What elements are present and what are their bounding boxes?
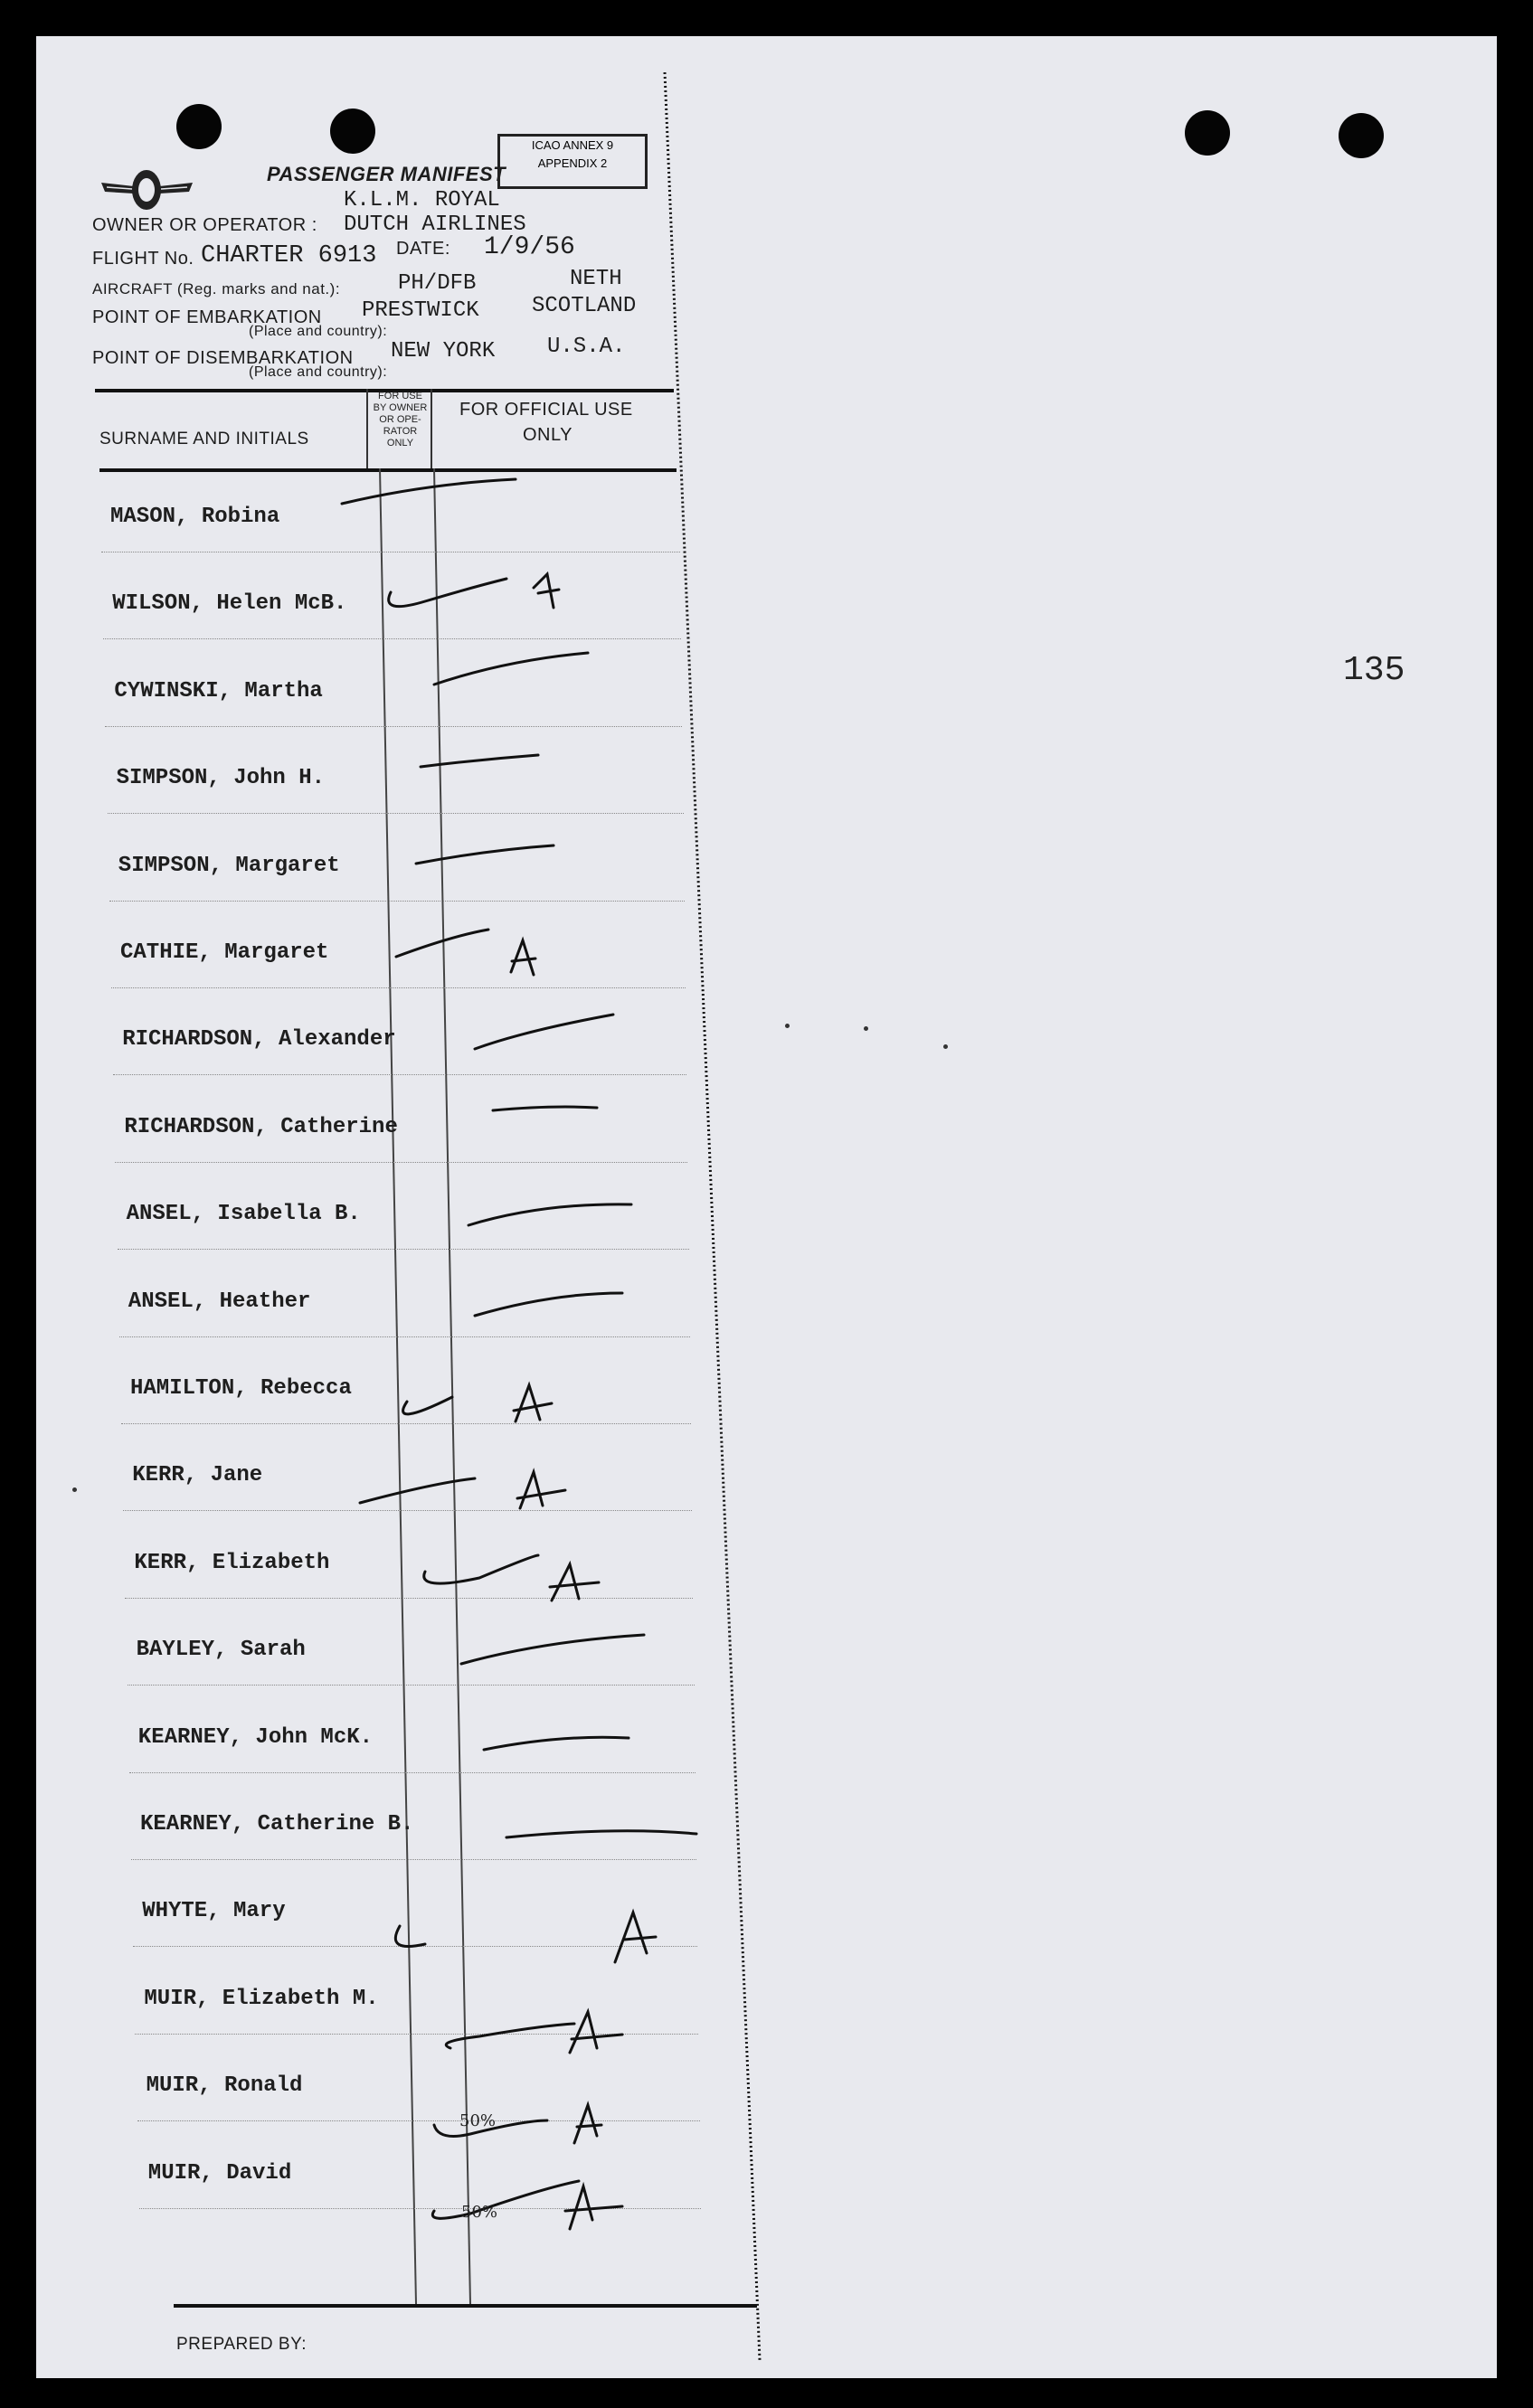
column-header-official-2: ONLY: [523, 425, 573, 445]
passenger-name: CATHIE, Margaret: [120, 940, 329, 965]
icao-line-1: ICAO ANNEX 9: [531, 138, 614, 152]
embarkation-value: PRESTWICK: [362, 298, 479, 323]
date-value: 1/9/56: [484, 233, 575, 261]
aircraft-value: PH/DFB: [398, 271, 477, 296]
date-label: DATE:: [396, 239, 450, 259]
owner-label: OWNER OR OPERATOR :: [92, 215, 317, 235]
passenger-name: MASON, Robina: [110, 505, 280, 529]
stray-mark: [785, 1024, 790, 1028]
passenger-name: KERR, Jane: [132, 1463, 263, 1488]
passenger-name: ANSEL, Heather: [128, 1289, 311, 1314]
place-country-label-2: (Place and country):: [249, 364, 388, 380]
stray-mark: [72, 1487, 77, 1492]
column-header-official: FOR OFFICIAL USE: [459, 400, 633, 420]
passenger-name: KERR, Elizabeth: [134, 1550, 330, 1575]
disembarkation-country: U.S.A.: [547, 335, 626, 359]
passenger-name: MUIR, David: [147, 2160, 292, 2186]
passenger-name: KEARNEY, John McK.: [137, 1724, 374, 1750]
passenger-name: RICHARDSON, Alexander: [122, 1027, 396, 1053]
stray-mark: [864, 1026, 868, 1031]
passenger-name: SIMPSON, John H.: [116, 766, 326, 791]
passenger-name: KEARNEY, Catherine B.: [140, 1812, 414, 1837]
passenger-name: HAMILTON, Rebecca: [130, 1376, 352, 1401]
passenger-name: BAYLEY, Sarah: [136, 1638, 306, 1663]
passenger-name: MUIR, Elizabeth M.: [144, 1986, 379, 2011]
column-header-surname: SURNAME AND INITIALS: [99, 430, 309, 449]
manifest-title: PASSENGER MANIFEST: [267, 163, 506, 185]
prepared-by-label: PREPARED BY:: [176, 2335, 307, 2354]
embarkation-country: SCOTLAND: [532, 294, 637, 318]
disembarkation-value: NEW YORK: [391, 339, 496, 364]
flight-label: FLIGHT No.: [92, 249, 194, 269]
icao-line-2: APPENDIX 2: [537, 156, 608, 170]
passenger-name: RICHARDSON, Catherine: [124, 1114, 398, 1139]
passenger-name: WHYTE, Mary: [142, 1899, 286, 1924]
owner-value-1: K.L.M. ROYAL: [344, 188, 500, 212]
stray-mark: [943, 1044, 948, 1049]
aircraft-nationality: NETH: [570, 267, 622, 291]
place-country-label-1: (Place and country):: [249, 324, 388, 339]
owner-value-2: DUTCH AIRLINES: [344, 212, 526, 237]
embarkation-label: POINT OF EMBARKATION: [92, 307, 322, 327]
passenger-name: CYWINSKI, Martha: [114, 678, 323, 704]
aircraft-label: AIRCRAFT (Reg. marks and nat.):: [92, 280, 341, 297]
passenger-name: WILSON, Helen McB.: [112, 591, 347, 617]
fare-note-2: 50%: [461, 2203, 498, 2222]
disembarkation-label: POINT OF DISEMBARKATION: [92, 348, 354, 368]
passenger-name: ANSEL, Isabella B.: [126, 1202, 361, 1227]
passenger-name: MUIR, Ronald: [146, 2073, 303, 2099]
column-header-operator: FOR USE BY OWNER OR OPE-RATOR ONLY: [373, 391, 428, 449]
flight-value: CHARTER 6913: [201, 242, 377, 269]
page-number: 135: [1343, 651, 1405, 690]
passenger-name: SIMPSON, Margaret: [118, 853, 340, 878]
fare-note-1: 50%: [459, 2111, 497, 2130]
